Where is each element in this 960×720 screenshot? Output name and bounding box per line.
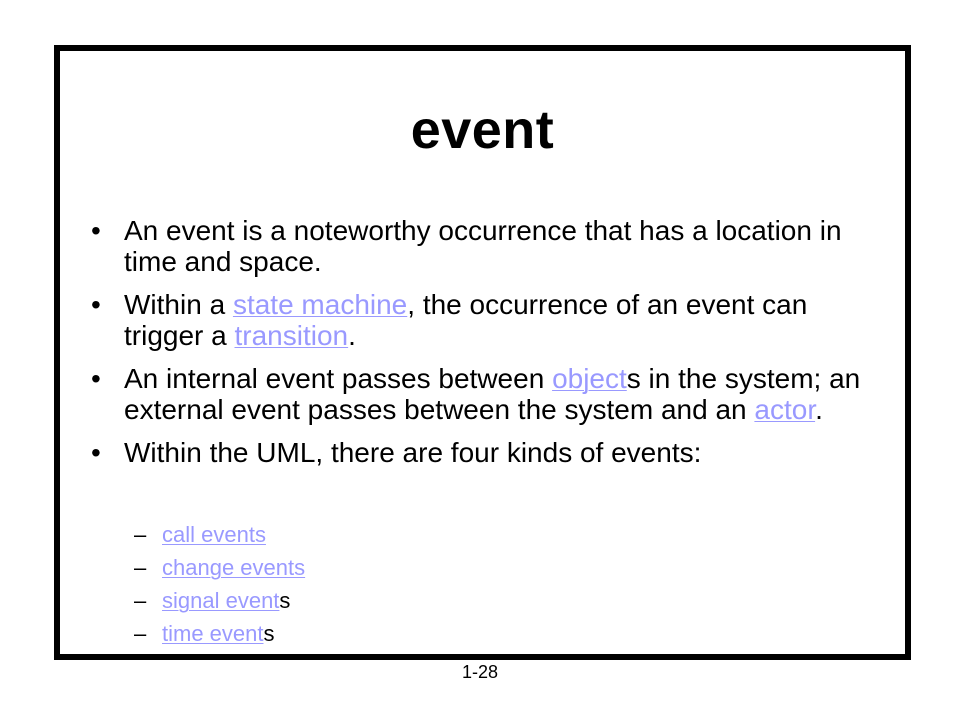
sub-item-call-events xyxy=(134,522,305,547)
bullet-list xyxy=(86,215,886,480)
slide-title: event xyxy=(410,100,555,160)
sub-bullet-marker: – xyxy=(134,555,147,580)
sub-item-suffix: s xyxy=(279,588,291,613)
bullet-text-segment: . xyxy=(348,320,356,351)
bullet-text-segment: s in the system; an external event passes between the system and an xyxy=(124,363,861,425)
bullet-item-state-machine xyxy=(86,289,886,351)
object-link[interactable]: object xyxy=(552,363,627,394)
bullet-text-segment: , the occurrence of an event can trigger a xyxy=(124,289,808,351)
bullet-item-four-kinds xyxy=(86,437,886,468)
sub-bullet-marker: – xyxy=(134,522,147,547)
bullet-text-segment: Within a xyxy=(124,289,233,320)
time-event-link[interactable]: time event xyxy=(162,621,264,646)
bullet-marker: • xyxy=(91,289,101,320)
change-events-link[interactable]: change events xyxy=(162,555,306,580)
bullet-text: An event is a noteworthy occurrence that has a location in time and space. xyxy=(124,215,842,277)
bullet-text: Within the UML, there are four kinds of events: xyxy=(124,437,702,468)
event-kinds-list xyxy=(134,522,305,654)
bullet-marker: • xyxy=(91,437,101,468)
bullet-text-segment: . xyxy=(815,394,823,425)
bullet-item-internal-external xyxy=(86,363,886,425)
bullet-marker: • xyxy=(91,363,101,394)
sub-item-suffix: s xyxy=(263,621,275,646)
bullet-item-event-definition xyxy=(86,215,886,277)
state-machine-link[interactable]: state machine xyxy=(232,289,408,320)
signal-event-link[interactable]: signal event xyxy=(162,588,280,613)
page-number: 1-28 xyxy=(461,662,499,682)
call-events-link[interactable]: call events xyxy=(162,522,266,547)
sub-bullet-marker: – xyxy=(134,588,147,613)
transition-link[interactable]: transition xyxy=(234,320,349,351)
sub-item-time-events xyxy=(134,621,305,646)
actor-link[interactable]: actor xyxy=(754,394,816,425)
slide-frame xyxy=(54,45,911,660)
bullet-text-segment: An internal event passes between xyxy=(124,363,553,394)
sub-item-change-events xyxy=(134,555,305,580)
sub-item-signal-events xyxy=(134,588,305,613)
bullet-marker: • xyxy=(91,215,101,246)
sub-bullet-marker: – xyxy=(134,621,147,646)
